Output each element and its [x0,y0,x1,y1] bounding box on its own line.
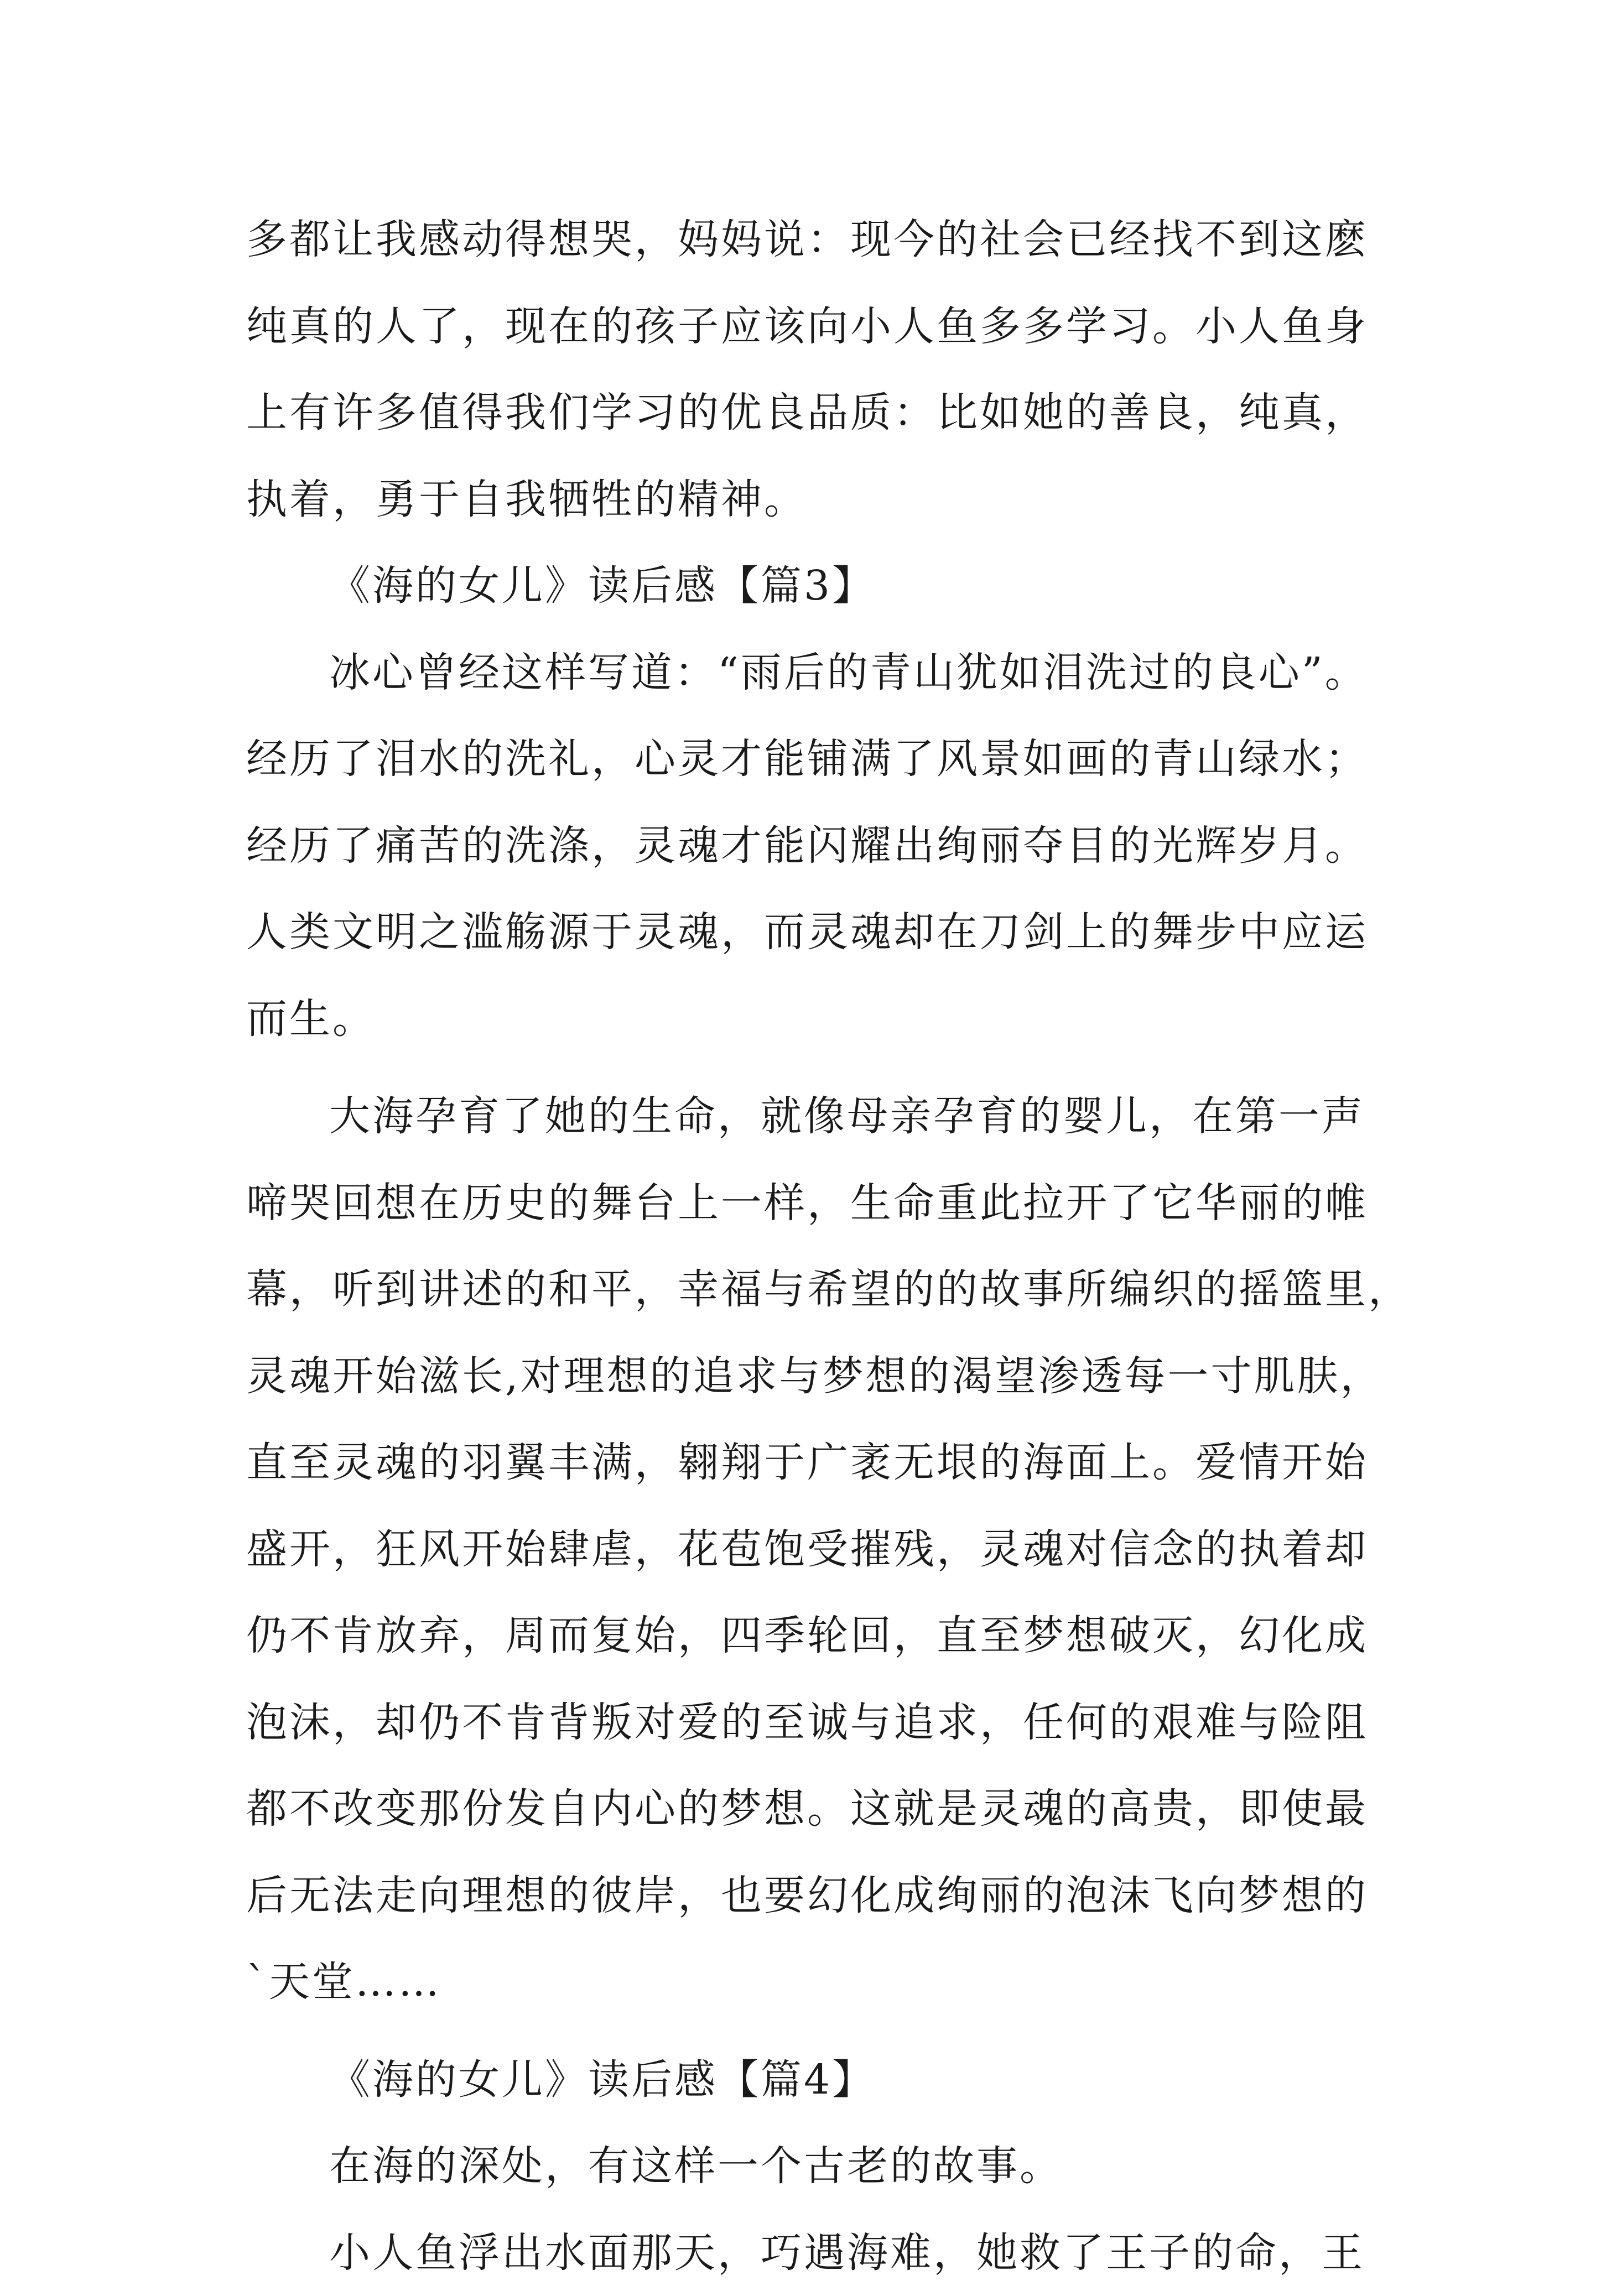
section-heading-3: 《海的女儿》读后感【篇3】 [246,543,1369,629]
text-line: 纯真的人了，现在的孩子应该向小人鱼多多学习。小人鱼身 [246,283,1369,370]
text-line: 直至灵魂的羽翼丰满，翱翔于广袤无垠的海面上。爱情开始 [246,1419,1369,1506]
paragraph-gap [246,1062,1369,1073]
text-line: 在海的深处，有这样一个古老的故事。 [246,2123,1369,2210]
text-line: 上有许多值得我们学习的优良品质：比如她的善良，纯真， [246,369,1369,456]
text-line: 经历了痛苦的洗涤，灵魂才能闪耀出绚丽夺目的光辉岁月。 [246,803,1369,889]
text-line: 经历了泪水的洗礼，心灵才能铺满了风景如画的青山绿水； [246,716,1369,803]
text-line: 灵魂开始滋长,对理想的追求与梦想的渴望渗透每一寸肌肤， [246,1333,1369,1420]
text-line: 幕，听到讲述的和平，幸福与希望的的故事所编织的摇篮里， [246,1246,1369,1333]
paragraph-gap [246,2026,1369,2037]
text-line: 多都让我感动得想哭，妈妈说：现今的社会已经找不到这麽 [246,196,1369,283]
text-line: `天堂…… [246,1939,1369,2026]
text-line: 都不改变那份发自内心的梦想。这就是灵魂的高贵，即使最 [246,1766,1369,1852]
text-line: 泡沫，却仍不肯背叛对爱的至诚与追求，任何的艰难与险阻 [246,1679,1369,1766]
text-line: 执着，勇于自我牺牲的精神。 [246,456,1369,543]
text-line: 人类文明之滥觞源于灵魂，而灵魂却在刀剑上的舞步中应运 [246,889,1369,976]
text-line: 仍不肯放弃，周而复始，四季轮回，直至梦想破灭，幻化成 [246,1592,1369,1679]
text-line: 啼哭回想在历史的舞台上一样，生命重此拉开了它华丽的帷 [246,1160,1369,1247]
text-line: 小人鱼浮出水面那天，巧遇海难，她救了王子的命，王 [246,2210,1369,2296]
text-line: 而生。 [246,976,1369,1063]
text-line: 盛开，狂风开始肆虐，花苞饱受摧残，灵魂对信念的执着却 [246,1506,1369,1593]
text-line: 后无法走向理想的彼岸，也要幻化成绚丽的泡沫飞向梦想的 [246,1852,1369,1939]
text-line: 冰心曾经这样写道：“雨后的青山犹如泪洗过的良心”。 [246,629,1369,716]
section-heading-4: 《海的女儿》读后感【篇4】 [246,2037,1369,2123]
text-line: 大海孕育了她的生命，就像母亲孕育的婴儿，在第一声 [246,1073,1369,1160]
body-text [246,196,1369,2296]
